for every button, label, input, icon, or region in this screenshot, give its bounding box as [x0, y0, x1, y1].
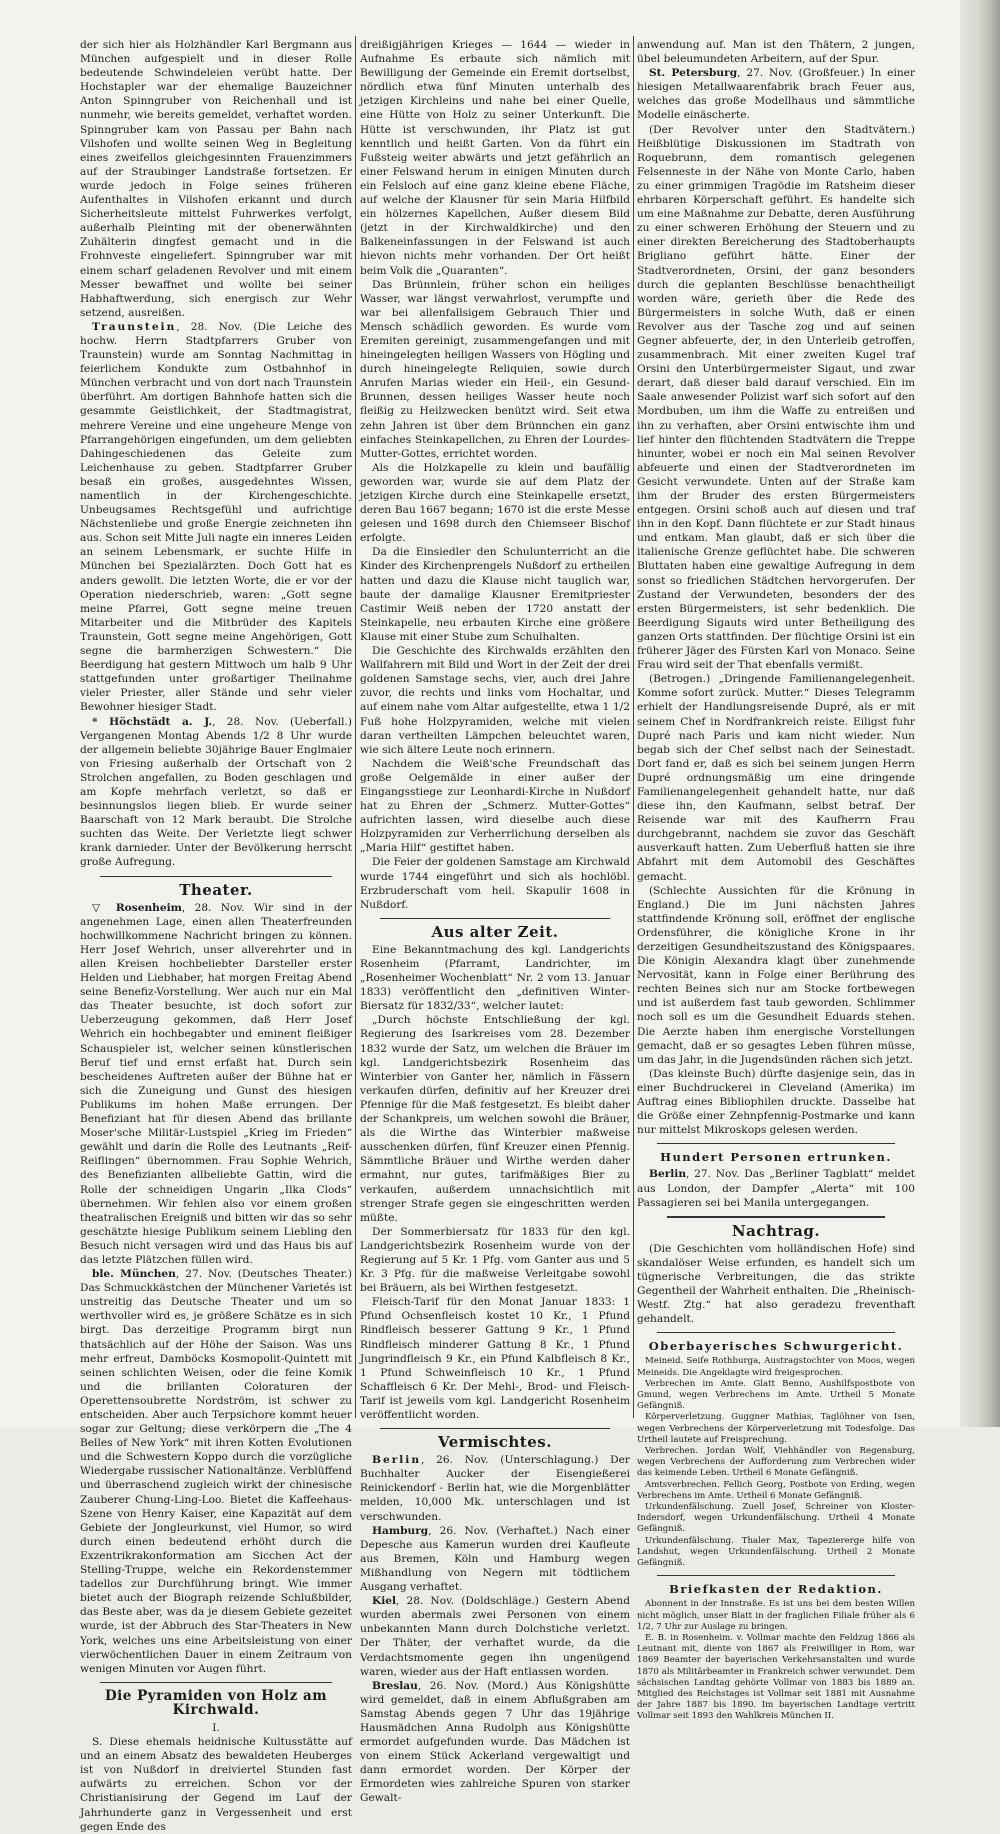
breslau-article — [360, 1679, 630, 1806]
pyramiden-paragraph: Das Brünnlein, früher schon ein heiliges Wasser, war längst verwahrlost, verumpfte und war bei allenfallsigem Gebrauch Thier und Mensch schädlich geworden. Es wurde vom Eremiten gereinigt, zusammengefangen und mit hineingelegten heiligen Wassers von Högling und durch hineingelegte Reliquien, sowie durch Anrufen Marias wieder ein Heil-, ein Gesund-Brunnen, dessen heiliges Wasser heute noch fleißig zu Heilzwecken benützt wird. Seit etwa zehn Jahren ist über dem Brünnchen ein ganz einfaches Steinkapellchen, zu Ehren der Lourdes-Mutter-Gottes, errichtet worden. — [360, 278, 630, 460]
section-heading-theater: Theater. — [179, 880, 253, 899]
section-heading-pyramiden: Die Pyramiden von Holz am Kirchwald. — [104, 1687, 328, 1718]
betrogen-article: (Betrogen.) „Dringende Familienangelegenheit. Komme sofort zurück. Mutter.“ Dieses Telegramm erhielt der Handlungsreisende Dupré, als er mit seinem Chef in Nordfrankreich reiste. Eiligst fuhr Dupré nach Paris und kam nicht wieder. Nun begab sich der Chef selbst nach der Seinestadt. Dort fand er, daß es sich bei seinem jungen Herrn Dupré ordnungsmäßig um eine dringende Familienangelegenheit gehandelt hatte, nur daß diese ihn, den Kaufmann, selbst betraf. Der Reisende war mit des Kaufherrn Frau durchgebrannt, nachdem sie zuvor das Geschäft ausverkauft hatten. Zum Ueberfluß hatten sie ihre Abfahrt mit dem Automobil des Geschäftes gemacht. — [637, 673, 915, 883]
column-1 — [80, 38, 353, 1833]
section-divider — [100, 1682, 332, 1683]
hoechstaedt-article — [80, 715, 352, 870]
alte-zeit-paragraph: „Durch höchste Entschließung der kgl. Regierung des Isarkreises vom 28. Dezember 1832 wurde der Satz, um welchen die Bräuer im kgl. Landgerichtsbezirk Rosenheim das Winterbier von Ganter her, nämlich in Fässern verkaufen dürfen, definitiv auf her Kreuzer drei Pfennige für die Maß festgesetzt. Es bleibt daher der Schankpreis, um welchen sowohl die Bräuer, als die Wirthe das Winterbier maßweise ausschenken dürfen, fünf Kreuzer einen Pfennig. Sämmtliche Bräuer und Wirthe werden daher ermahnt, nur gutes, tarifmäßiges Bier zu verkaufen, außerdem unnachsichtlich mit strenger Strafe gegen sie eingeschritten werden müßte. — [360, 1014, 630, 1224]
revolver-article: (Der Revolver unter den Stadtvätern.) Heißblütige Diskussionen im Stadtrath von Roquebrunn, dem romantisch gelegenen Felsenneste in der Nähe von Monte Carlo, haben zu einer grimmigen Tragödie im Ratsheim dieser ehrbaren Körperschaft geführt. Es handelte sich um eine Maßnahme zur Debatte, deren Ausführung zu einer schweren Erhöhung der Steuern und zu einer direkten Bereicherung des Stadtoberhaupts Brigliano geführt hätte. Einer der Stadtverordneten, Orsini, der ganz besonders durch die geplanten Beschlüsse benachtheiligt worden wäre, gerieth über die Rede des Bürgermeisters in solche Wuth, daß er einen Revolver aus der Tasche zog und auf seinen Gegner abfeuerte, der, in den Unterleib getroffen, zusammenbrach. Mit einer zweiten Kugel traf Orsini den Unterbürgermeister Sigaut, und zwar derart, daß dieser bald darauf verschied. Ein im Saale anwesender Polizist warf sich sofort auf den Mordbuben, um ihm die Waffe zu entreißen und ihn zu verhaften, aber Orsini entwischte ihm und lief hinter den flüchtenden Stadtvätern die Treppe hinunter, wobei er noch ein Mal seinen Revolver abfeuerte und einen der Stadtverordneten im Gesicht verwundete. Unten auf der Straße kam ihm der Bruder des ersten Bürgermeisters entgegen. Orsini schoß auch auf diesen und traf ihn in den Kopf. Dann flüchtete er zur Stadt hinaus und entkam. Man glaubt, daß er sich über die italienische Grenze geflüchtet habe. Die schweren Bluttaten haben eine gewaltige Aufregung in dem sonst so friedlichen Städtchen hervorgerufen. Der Zustand der Verwundeten, besonders der des ersten Bürgermeisters, ist sehr bedenklich. Die Beerdigung Sigauts wird unter Betheiligung des ganzen Orts stattfinden. Der flüchtige Orsini ist ein früherer Jäger des Fürsten Karl von Monaco. Seine Frau wird seit der That ebenfalls vermißt. — [637, 123, 915, 672]
article-text: , 28. Nov. (Ueberfall.) Vergangenen Montag Abends 1/2 8 Uhr wurde der allgemein beliebte 30jährige Bauer Englmaier von Friesing außerhalb der Ortschaft von 2 Strolchen angefallen, zu Boden geschlagen und am Kopfe mehrfach verletzt, so daß er besinnungslos liegen blieb. Er wurde seiner Baarschaft von 12 Mark beraubt. Die Strolche suchten das Weite. Der Verletzte liegt schwer krank darnieder. Unter der Bevölkerung herrscht große Aufregung. — [80, 715, 352, 869]
court-case: Verbrechen. Jordan Wolf, Viehhändler von Regensburg, wegen Verbrechens der Aufforderung zum Verbrechen wider das keimende Leben. Urtheil 6 Monate Gefängniß. — [637, 1446, 915, 1479]
nachtrag-article: (Die Geschichten vom holländischen Hofe) sind skandalöser Weise erfunden, es handelt sich um tügnerische Verbreitungen, die das strikte Gegentheil der Wahrheit enthalten. Die „Rheinisch-Westf. Ztg.“ hat also geradezu freventhaft gehandelt. — [637, 1242, 915, 1326]
section-heading-alte-zeit: Aus alter Zeit. — [431, 922, 559, 941]
alte-zeit-paragraph: Eine Bekanntmachung des kgl. Landgerichts Rosenheim (Pfarramt, Landrichter, im „Rosenheimer Wochenblatt“ Nr. 2 vom 13. Januar 1833) veröffentlicht den „definitiven Winter-Biersatz für 1832/33“, welcher lautet: — [360, 943, 630, 1013]
article-text: , 28. Nov. (Doldschläge.) Gestern Abend wurden abermals zwei Personen von einem unbekannten Mann durch Dolchstiche verletzt. Der Thäter, der verhaftet wurde, da die Verdachtsmomente gegen ihn ungenügend waren, wieder aus der Haft entlassen worden. — [360, 1595, 630, 1678]
schwurgericht-list — [637, 1356, 915, 1569]
dateline-place: ▽ Rosenheim — [92, 901, 182, 914]
court-case: Verbrechen im Amte. Glatt Benno, Aushilfspostbote von Gmund, wegen Verbrechens im Amte. Urtheil 5 Monate Gefängniß. — [637, 1378, 915, 1412]
dateline-place: St. Petersburg — [649, 67, 738, 80]
letter-reply: E. B. in Rosenheim. v. Vollmar machte den Feldzug 1866 als Leutnant mit, diente von 1867 als Freiwilliger in Rom, war 1869 Beamter der bayerischen Verkehrsanstalten und wurde 1870 als Militärbeamter in Frankreich schwer verwundet. Dem sächsischen Landtag gehörte Vollmar von 1883 bis 1889 an. Mitglied des Reichstages ist Vollmar seit 1881 mit Ausnahme der Jahre 1887 bis 1890. Im bayerischen Landtage vertritt Vollmar seit 1893 den Wahlkreis München II. — [637, 1633, 915, 1722]
section-heading-hundert: Hundert Personen ertrunken. — [660, 1150, 892, 1165]
kiel-article — [360, 1594, 630, 1679]
dateline-place: Kiel — [372, 1595, 396, 1608]
article-text: , 27. Nov. Das „Berliner Tagblatt“ meldet aus London, der Dampfer „Alerta“ mit 100 Passagieren sei bei Manila untergegangen. — [637, 1168, 915, 1209]
article-text: , 26. Nov. (Mord.) Aus Königshütte wird gemeldet, daß in einem Abflußgraben am Samstag Abends gegen 7 Uhr das 19jährige Hausmädchen Anna Rudolph aus Königshütte ermordet aufgefunden wurde. Das Mädchen ist von einem Stück Ackerland vergewaltigt und dann ermordet worden. Der Körper der Ermordeten wies zahlreiche Spuren von starker Gewalt- — [360, 1679, 630, 1805]
petersburg-article — [637, 66, 915, 122]
section-divider — [657, 1143, 895, 1144]
pyramiden-paragraph: Nachdem die Weiß'sche Freundschaft das große Oelgemälde in einer außer der Eingangsstiege zur Leonhardi-Kirche in Nußdorf hat zu Ehren der „Schmerz. Mutter-Gottes“ aufrichten lassen, wird dieselbe auch diese Holzpyramiden zur Verherrlichung derselben als „Maria Hilf“ gestiftet haben. — [360, 757, 630, 855]
section-divider — [657, 1575, 895, 1576]
column-rule-2 — [633, 36, 634, 1418]
dateline-place: Berlin — [372, 1454, 422, 1467]
pyramiden-paragraph: Als die Holzkapelle zu klein und baufällig geworden war, wurde sie auf dem Platz der jetzigen Kirche durch eine Steinkapelle ersetzt, deren Bau 1667 begann; 1670 ist die erste Messe gelesen und 1698 durch den Chiemseer Bischof erfolgte. — [360, 461, 630, 545]
section-divider — [667, 1216, 885, 1218]
page-edge — [960, 0, 1000, 1427]
court-case: Urkundenfälschung. Thaler Max, Tapeziererge hilfe von Landshut, wegen Urkundenfälschung. Urtheil 2 Monate Gefängniß. — [637, 1535, 915, 1569]
section-divider — [100, 876, 332, 877]
court-case: Körperverletzung. Guggner Mathias, Taglöhner von Isen, wegen Verbrechens der Körperverletzung mit Todesfolge. Das Urtheil lautete auf Freisprechung. — [637, 1412, 915, 1445]
hamburg-article — [360, 1524, 630, 1594]
pyramiden-continued: dreißigjährigen Krieges — 1644 — wieder in Aufnahme Es erbaute sich nämlich mit Bewilligung der Gemeinde ein Eremit dortselbst, nördlich etwa fünf Minuten unterhalb des jetzigen Kirchleins und nahe bei einer Quelle, eine Hütte von Holz zu seiner Unterkunft. Die Hütte ist verschwunden, ihr Platz ist gut kenntlich und heißt Garten. Von da führt ein Fußsteig weiter abwärts und jetzt gefährlich an einer Felswand herum in einigen Minuten durch ein Felsloch auf eine ganz kleine ebene Fläche, auf welche der Klausner für sein Maria Hilfbild ein hölzernes Kapellchen, Außer diesem Bild (jetzt in der Kirchwaldkirche) und den Balkeneinfassungen in der Felswand ist auch hievon nichts mehr vorhanden. Der Ort heißt beim Volk die „Quaranten“. — [360, 39, 630, 277]
article-text: , 27. Nov. (Großfeuer.) In einer hiesigen Metallwaarenfabrik brach Feuer aus, welches das große Modellhaus und sämmtliche Modelle einäscherte. — [637, 67, 915, 122]
dateline-place: Breslau — [372, 1679, 418, 1692]
part-number: I. — [212, 1721, 220, 1734]
section-divider — [380, 1428, 610, 1429]
article-text: , 26. Nov. (Unterschlagung.) Der Buchhalter Aucker der Eisengießerei Reinickendorf - Berlin hat, wie die Morgenblätter melden, 10,000 Mk. unterschlagen und ist verschwunden. — [360, 1454, 630, 1523]
dateline-place: Hamburg — [372, 1524, 429, 1537]
hundert-article — [637, 1167, 915, 1209]
article-text: , 28. Nov. (Die Leiche des hochw. Herrn Stadtpfarrers Gruber von Traunstein) wurde am Sonntag Nachmittag in feierlichem Kondukte zum Ostbahnhof in München verbracht und von dort nach Traunstein überführt. Am dortigen Bahnhofe hatten sich die gesammte Geistlichkeit, der Stadtmagistrat, mehrere Vereine und eine ungeheure Menge von Pfarrangehörigen eingefunden, um dem geliebten Dahingeschiedenen das Geleite zum Leichenhause zu geben. Stadtpfarrer Gruber besaß ein großes, ausgedehntes Wissen, namentlich in der Kirchengeschichte. Unbeugsames Rechtsgefühl und aufrichtige Nächstenliebe und große Energie zeichneten ihn aus. Schon seit Mitte Juli nagte ein inneres Leiden an seinem Lebensmark, er suchte Hilfe in München bei Spezialärzten. Doch Gott hat es anders gewollt. Die letzten Worte, die er vor der Operation niederschrieb, waren: „Gott segne meine Pfarrei, Gott segne meine treuen Mitarbeiter und die Mitbrüder des Kapitels Traunstein, Gott segne meine Angehörigen, Gott segne die barmherzigen Schwestern.“ Die Beerdigung hat gestern Mittwoch um halb 9 Uhr stattgefunden unter großartiger Theilnahme vieler Priester, aller Stände und sehr vieler Bewohner hiesiger Stadt. — [80, 320, 352, 714]
kroenung-article: (Schlechte Aussichten für die Krönung in England.) Die im Juni nächsten Jahres stattfindende Krönung soll, eröffnet der englische Ordensführer, die königliche Krone in ihr derzeitigen Gesundheitszustand des Königspaares. Die Königin Alexandra klagt über zunehmende Nervosität, kann in Folge einer Berührung des rechten Beines sich nur am Stocke fortbewegen und ist außerdem fast taub geworden. Schlimmer noch soll es um die Gesundheit Eduards stehen. Die Aerzte haben ihm energische Vorstellungen gemacht, daß er so gesagtes Leben führen müsse, um das Jahr, in die Jugendsünden rächen sich jetzt. — [637, 884, 915, 1066]
hochstapler-article: der sich hier als Holzhändler Karl Bergmann aus München aufgespielt und in dieser Rolle bedeutende Schwindeleien verübt hatte. Der Hochstapler war der ehemalige Bauzeichner Anton Spinngruber von Reichenhall und ist nunmehr, wie bereits gemeldet, verhaftet worden. Spinngruber kam von Passau per Bahn nach Vilshofen und wollte seinen Weg in Begleitung eines zweifellos gleichgesinnten Frauenzimmers auf der Straubinger Landstraße fortsetzen. Er wurde jedoch in Folge seines früheren Aufenthaltes in Vilshofen erkannt und durch Sicherheitsleute mittelst Fuhrwerkes verfolgt, außerhalb Pleinting mit der obenerwähnten Zuhälterin dingfest gemacht und in die Frohnveste eingeliefert. Spinngruber war mit einem scharf geladenen Revolver und mit einem Messer bewaffnet und wollte bei seiner Habhaftwerdung, sich energisch zur Wehr setzend, ausreißen. — [80, 39, 352, 319]
court-case: Meineid. Seife Rothburga, Austragstochter von Moos, wegen Meineids. Die Angeklagte wird freigesprochen. — [637, 1356, 915, 1378]
theater-rosenheim-article — [80, 901, 352, 1267]
pyramiden-paragraph: Da die Einsiedler den Schulunterricht an die Kinder des Kirchenprengels Nußdorf zu ertheilen hatten und dazu die Klause nicht tauglich war, baute der damalige Klausner Eremitpriester Castimir Weiß neben der 1720 anstatt der Steinkapelle, neu erbauten Kirche eine größere Klause mit einer Stube zum Schulhalten. — [360, 546, 630, 643]
pyramiden-article: S. Diese ehemals heidnische Kultusstätte auf und an einem Absatz des bewaldeten Heuberges ist von Nußdorf in dreiviertel Stunden fast aufwärts zu erreichen. Schon vor der Christianisirung der Gegend im Lauf der Jahrhunderte ganz in Vergessenheit und erst gegen Ende des — [80, 1736, 352, 1833]
article-text: , 27. Nov. (Deutsches Theater.) Das Schmuckkästchen der Münchener Varietés ist unstreitig das Deutsche Theater und um so werthvoller wird es, je größere Schätze es in sich birgt. Das derzeitige Programm birgt nun thatsächlich auf der Höhe der Saison. Was uns mehr erfreut, Damböcks Kosmopolit-Quintett mit seinen schlichten Weisen, oder die feine Komik und die brillanten Coloraturen der Operettensoubrette Nordström, ist schwer zu entscheiden. Aber auch Terpsichore kommt heuer sogar zur Geltung; diese verkörpern die „The 4 Belles of New York“ mit ihren Kotten Evolutionen und die Schwestern Koppo durch die vorzügliche Wiedergabe russischer Nationaltänze. Verblüffend und überraschend zugleich wirkt der chinesische Zauberer Chung-Ling-Loo. Bietet die Kaffeehaus-Szene von Henry Kaiser, eine Kapazität auf dem Gebiete der Jongleurkunst, viel Humor, so wird durch einen bedeutend erhöht durch die Exzentrikrakonformation am Sicchen Act der Stelling-Truppe, welche ein Rekordenstemmer tadellos zur Durchführung bringt. Wie immer bietet auch der Biograph reizende Schlußbilder, das Beste aber, was da je diesem Gebiete gezeitet wurde, ist der Abbruch des Star-Theaters in New York, welches uns eine Arbeitsleistung von einer vierwöchentlichen Dauer in einem Zeitraum von wenigen Minuten vor Augen führt. — [80, 1268, 353, 1675]
pyramiden-paragraph: Die Feier der goldenen Samstage am Kirchwald wurde 1744 eingeführt und sich als hochlöbl. Erzbruderschaft vom heil. Skapulir 1608 in Nußdorf. — [360, 856, 630, 911]
column-rule-1 — [355, 36, 356, 1418]
column-2 — [360, 38, 630, 1805]
column-3 — [637, 38, 915, 1722]
section-heading-nachtrag: Nachtrag. — [731, 1221, 821, 1240]
article-text: , 28. Nov. Wir sind in der angenehmen Lage, einen allen Theaterfreunden hochwillkommene Nachricht bringen zu können. Herr Josef Wehrich, unser allverehrter und in allen Kreisen hochbeliebter Darsteller erster Helden und Liebhaber, hat morgen Freitag Abend seine Benefiz-Vorstellung. Wer auch nur ein Mal das Theater besuchte, ist doch sofort zur Ueberzeugung gekommen, daß Herr Josef Wehrich ein hochbegabter und eminent fleißiger Schauspieler ist, welcher seinen künstlerischen Beruf tief und ernst erfaßt hat. Durch sein bescheidenes Auftreten außer der Bühne hat er sich die Zuneigung und Gunst des hiesigen Publikums im hohen Maße errungen. Der Benefiziant hat für diesen Abend das brillante Moser'sche Militär-Lustspiel „Krieg im Frieden“ gewählt und darin die Rolle des Leutnants „Reif-Reiflingen“ übernommen. Frau Sophie Wehrich, des Benefizianten allbeliebte Gattin, wird die Rolle der schneidigen Ungarin „Ilka Clods“ übernehmen. Wir fehlen also vor einem großen theatralischen Ereigniß und bitten wir das so sehr geschätzte hiesige Publikum seinem Liebling den Besuch nicht versagen wird und das Haus bis auf das letzte Plätzchen füllen wird. — [80, 901, 352, 1266]
section-divider — [657, 1332, 895, 1333]
dateline-place: ble. München — [92, 1268, 176, 1281]
court-case: Amtsverbrechen. Fellich Georg, Postbote von Erding, wegen Verbrechens im Amte. Urtheil 6 Monate Gefängniß. — [637, 1479, 915, 1501]
dateline-place: * Höchstädt a. J. — [92, 715, 213, 728]
traunstein-article — [80, 320, 352, 715]
theater-muenchen-article — [80, 1267, 352, 1676]
court-case: Urkundenfälschung. Zuell Josef, Schreiner von Kloster-Indersdorf, wegen Urkundenfälschung. Urtheil 4 Monate Gefängniß. — [637, 1502, 915, 1535]
kleinstes-buch-article: (Das kleinste Buch) dürfte dasjenige sein, das in einer Buchdruckerei in Cleveland (Amerika) im Auftrag eines Bibliophilen druckte. Dasselbe hat die Größe einer Zehnpfennig-Postmarke und kann nur mittelst Mikroskops gelesen werden. — [637, 1067, 915, 1137]
article-text: , 26. Nov. (Verhaftet.) Nach einer Depesche aus Kamerun wurden drei Kaufleute aus Bremen, Köln und Hamburg wegen Mißhandlung von Negern mit tödtlichem Ausgang verhaftet. — [360, 1524, 630, 1594]
alte-zeit-paragraph: Der Sommerbiersatz für 1833 für den kgl. Landgerichtsbezirk Rosenheim wurde von der Regierung auf 5 Kr. 1 Pfg. vom Ganter aus und 5 Kr. 3 Pfg. für die maßweise Verleitgabe sowohl bei Bräuern, als bei Wirthen festgesetzt. — [360, 1225, 630, 1295]
dateline-place: Traunstein — [92, 320, 177, 333]
section-heading-vermischtes: Vermischtes. — [438, 1433, 552, 1452]
section-divider — [380, 918, 610, 919]
dateline-place: Berlin — [649, 1168, 687, 1181]
breslau-continued: anwendung auf. Man ist den Thätern, 2 jungen, übel beleumundeten Arbeitern, auf der Spur. — [637, 39, 915, 66]
letter-reply: Abonnent in der Innstraße. Es ist uns bei dem besten Willen nicht möglich, unser Blatt in der fraglichen Filiale früher als 6 1/2, 7 Uhr zur Auslage zu bringen. — [637, 1599, 915, 1632]
berlin-article — [360, 1453, 630, 1523]
pyramiden-paragraph: Die Geschichte des Kirchwalds erzählten den Wallfahrern mit Bild und Wort in der Zeit der drei goldenen Samstage sechs, vier, auch drei Jahre zuvor, die rechts und links vom Hochaltar, und auf einem nahe vom Altar aufgestellte, etwa 1 1/2 Fuß hohe Holzpyramiden, welche mit vielen daran vertheilten Lämpchen beleuchtet waren, wie sich ältere Leute noch erinnern. — [360, 645, 630, 756]
section-heading-schwurgericht: Oberbayerisches Schwurgericht. — [648, 1339, 904, 1354]
alte-zeit-paragraph: Fleisch-Tarif für den Monat Januar 1833: 1 Pfund Ochsenfleisch kostet 10 Kr., 1 Pfund Rindfleisch besserer Gattung 9 Kr., 1 Pfund Rindfleisch minderer Gattung 8 Kr., 1 Pfund Jungrindfleisch 9 Kr., ein Pfund Kalbfleisch 8 Kr., 1 Pfund Schweinfleisch 10 Kr., 1 Pfund Schaffleisch 6 Kr. Der Mehl-, Brod- und Fleisch-Tarif ist jeweils vom kgl. Landgericht Rosenheim veröffentlicht worden. — [360, 1296, 630, 1421]
briefkasten-list — [637, 1599, 915, 1722]
section-heading-briefkasten: Briefkasten der Redaktion. — [669, 1582, 883, 1597]
